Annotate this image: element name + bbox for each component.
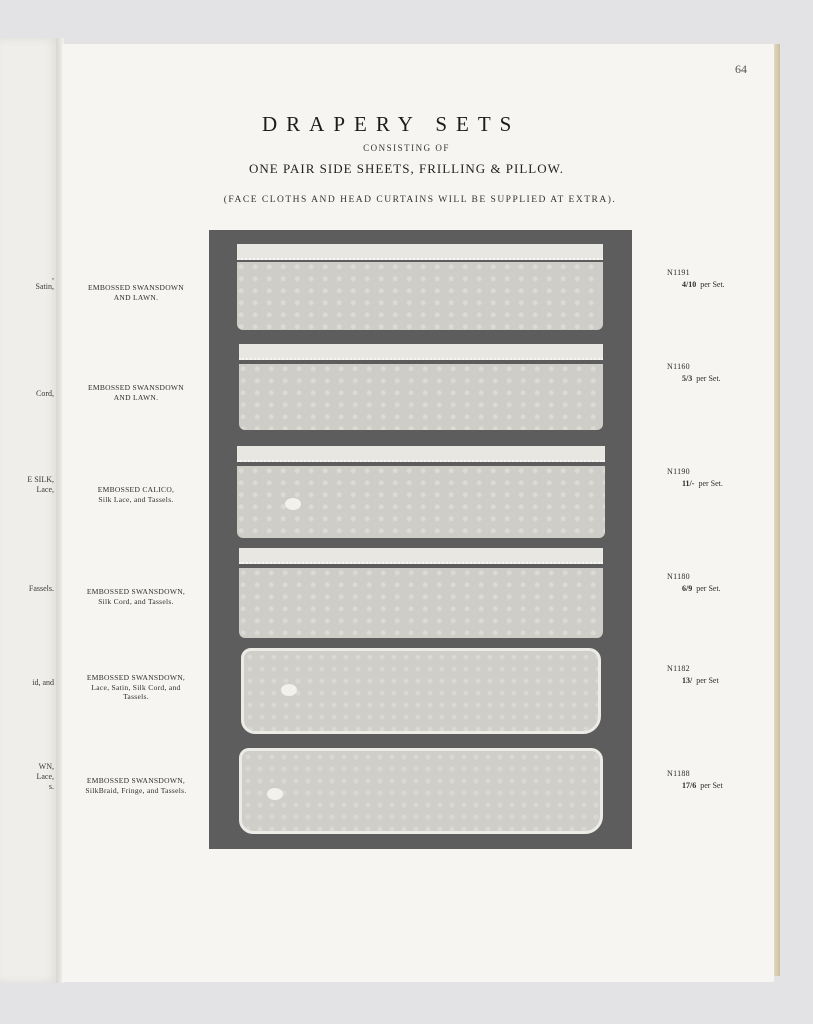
item-code: N1191	[667, 268, 690, 277]
item-price: 5/3 per Set.	[682, 374, 721, 383]
drapery-set-image	[237, 446, 605, 538]
facing-page	[0, 38, 60, 983]
consisting-of-label: CONSISTING OF	[363, 143, 450, 153]
item-price: 13/ per Set	[682, 676, 719, 685]
page-subtitle: ONE PAIR SIDE SHEETS, FRILLING & PILLOW.	[249, 161, 564, 176]
bow-icon	[267, 788, 283, 800]
frilling	[237, 244, 603, 260]
side-sheet	[237, 262, 603, 330]
side-sheet	[239, 568, 603, 638]
item-description: EMBOSSED SWANSDOWN AND LAWN.	[87, 383, 185, 402]
frilling	[239, 548, 603, 564]
drapery-set-image	[241, 648, 601, 734]
item-description: EMBOSSED SWANSDOWN, Silk Cord, and Tassels.	[86, 587, 186, 606]
item-price: 6/9 per Set.	[682, 584, 721, 593]
frilling	[237, 446, 605, 462]
item-description: EMBOSSED SWANSDOWN, SilkBraid, Fringe, and Tassels.	[85, 776, 187, 795]
pillow	[239, 748, 603, 834]
drapery-set-image	[237, 244, 603, 330]
item-code: N1182	[667, 664, 690, 673]
item-code: N1188	[667, 769, 690, 778]
bow-icon	[285, 498, 301, 510]
drapery-set-image	[239, 548, 603, 638]
item-price: 4/10 per Set.	[682, 280, 725, 289]
facing-page-text: E SILK, Lace,	[27, 475, 54, 494]
item-description: EMBOSSED SWANSDOWN, Lace, Satin, Silk Cord, and Tassels.	[86, 673, 186, 701]
facing-page-text: Cord,	[36, 389, 54, 398]
item-description: EMBOSSED CALICO, Silk Lace, and Tassels.	[97, 485, 175, 504]
item-code: N1160	[667, 362, 690, 371]
item-code: N1190	[667, 467, 690, 476]
page-number: 64	[735, 62, 747, 76]
item-code: N1180	[667, 572, 690, 581]
facing-page-text: , Satin,	[35, 272, 54, 291]
bow-icon	[281, 684, 297, 696]
drapery-photograph	[209, 230, 632, 849]
side-sheet	[239, 364, 603, 430]
facing-page-text: WN, Lace, s.	[36, 762, 54, 791]
page-title: DRAPERY SETS	[262, 112, 521, 136]
item-price: 11/- per Set.	[682, 479, 723, 488]
item-description: EMBOSSED SWANSDOWN AND LAWN.	[87, 283, 185, 302]
drapery-set-image	[239, 748, 603, 834]
page-edge	[774, 44, 780, 976]
extras-note: (FACE CLOTHS AND HEAD CURTAINS WILL BE SUPPLIED AT EXTRA).	[223, 195, 617, 205]
facing-page-text: id, and	[32, 678, 54, 687]
facing-page-text: Fassels.	[28, 584, 54, 593]
item-price: 17/6 per Set	[682, 781, 723, 790]
frilling	[239, 344, 603, 360]
drapery-set-image	[239, 344, 603, 430]
